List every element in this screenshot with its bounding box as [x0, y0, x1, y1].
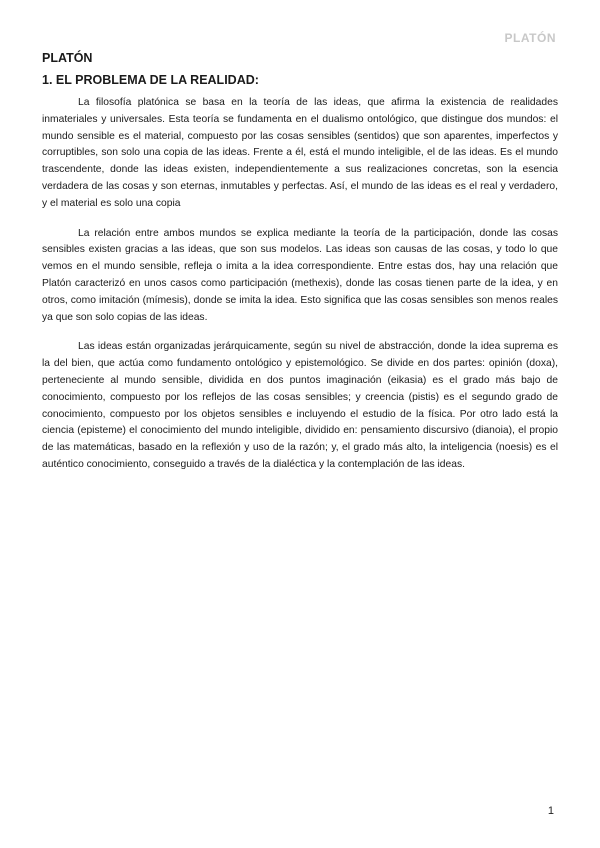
document-title: PLATÓN — [42, 51, 93, 65]
page-number: 1 — [547, 805, 554, 817]
section-heading: 1. EL PROBLEMA DE LA REALIDAD: — [42, 73, 259, 87]
paragraph-2: La relación entre ambos mundos se explica mediante la teoría de la participación, donde las cosas sensibles existen gracias a las ideas, que son sus modelos. Las ideas son causas de las cosas, y todo lo que vemos en el mundo sensible, refleja o imita a la idea correspondiente. Entre estas dos, hay una relación que Platón caracterizó en unos casos como participación (methexis), donde las cosas tienen parte de la idea, y en otros, como imitación (mímesis), donde se imita la idea. Esto significa que las cosas sensibles son menos reales ya que son solo copias de las ideas. — [42, 227, 558, 323]
page-content — [42, 50, 558, 487]
paragraph-1: La filosofía platónica se basa en la teoría de las ideas, que afirma la existencia de realidades inmateriales y universales. Esta teoría se fundamenta en el dualismo ontológico, que distingue dos mundos: el mundo sensible es el material, compuesto por las cosas sensibles (sentidos) que son aparentes, imperfectos y corruptibles, son solo una copia de las ideas. Frente a él, está el mundo inteligible, el de las ideas. Es el mundo trascendente, donde las ideas existen, independientemente a sus realizaciones concretas, son la esencia verdadera de las cosas y son eternas, inmutables y perfectas. Así, el mundo de las ideas es el real y verdadero, y el material es solo una copia — [42, 97, 558, 209]
paragraph-3: Las ideas están organizadas jerárquicamente, según su nivel de abstracción, donde la idea suprema es la del bien, que actúa como fundamento ontológico y epistemológico. Se divide en dos partes: opinión (doxa), perteneciente al mundo sensible, dividida en dos puntos imaginación (eikasia) es el grado más bajo de conocimiento, compuesto por los reflejos de las cosas sensibles; y creencia (pistis) es el segundo grado de conocimiento, compuesto por los objetos sensibles e incluyendo el estudio de la física. Por otro lado está la ciencia (episteme) el conocimiento del mundo inteligible, dividido en: pensamiento discursivo (dianoia), el propio de las matemáticas, basado en la reflexión y uso de la razón; y, el grado más alto, la inteligencia (noesis) es el auténtico conocimiento, conseguido a través de la dialéctica y la contemplación de las ideas. — [42, 341, 558, 470]
running-header: PLATÓN — [504, 31, 556, 45]
